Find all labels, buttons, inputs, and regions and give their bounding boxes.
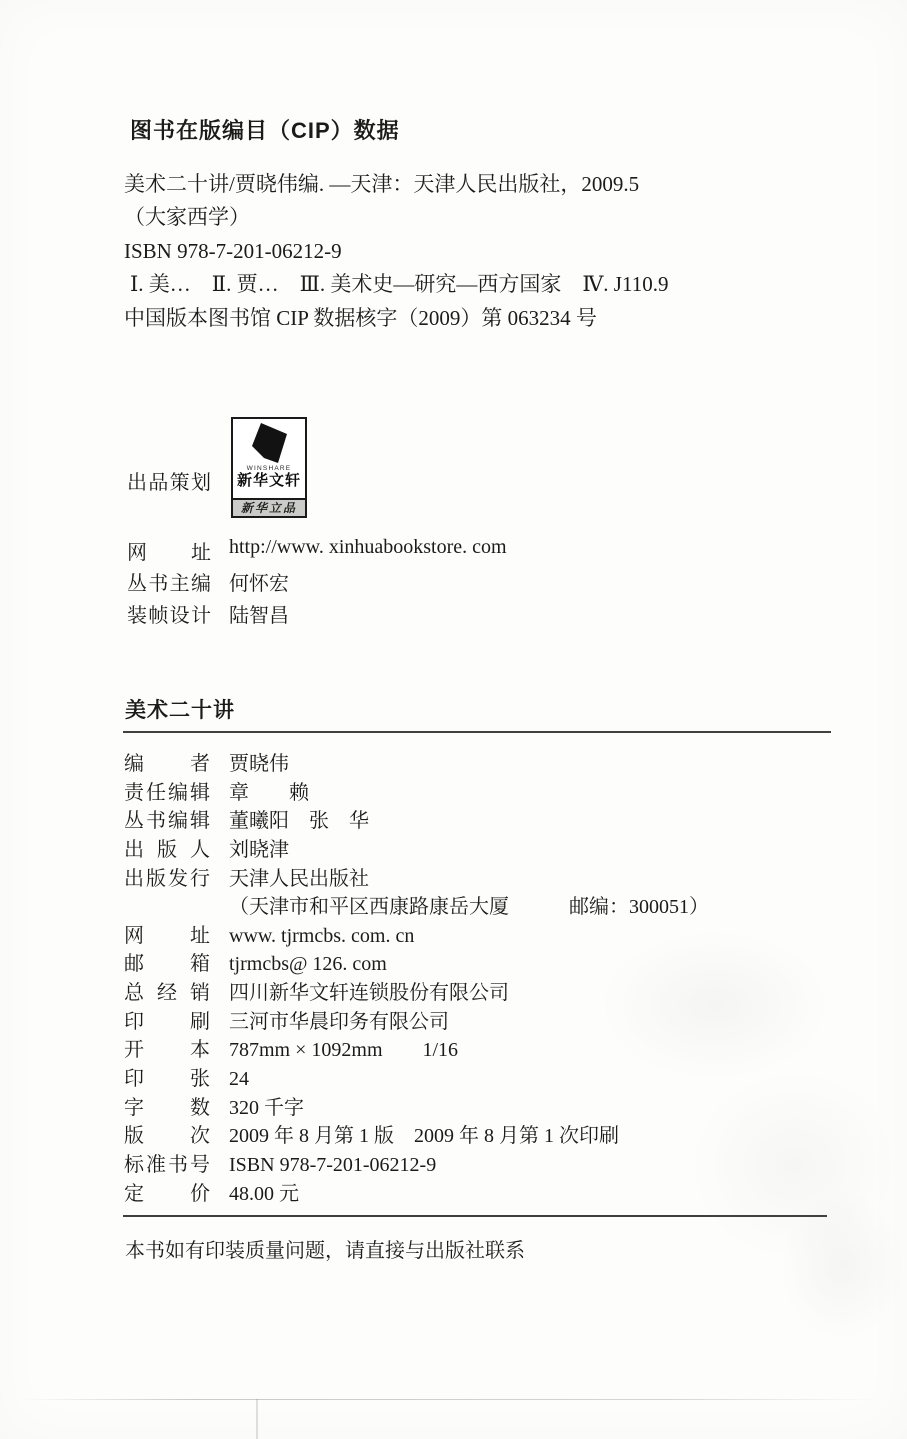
website-top-label: 网址 xyxy=(127,542,211,564)
winshare-logo-text: WINSHARE xyxy=(246,465,292,472)
format-label: 开本 xyxy=(124,1039,210,1062)
edition-label: 版次 xyxy=(124,1125,210,1148)
design-value: 陆智昌 xyxy=(229,605,289,627)
series-chief-editor-value: 何怀宏 xyxy=(229,573,289,595)
row-website xyxy=(124,922,709,951)
row-isbn xyxy=(124,1151,709,1180)
cip-heading: 图书在版编目（CIP）数据 xyxy=(130,118,400,143)
distributor-value: 四川新华文轩连锁股份有限公司 xyxy=(229,982,509,1005)
sheets-label: 印张 xyxy=(124,1068,210,1091)
website-top-value: http://www. xinhuabookstore. com xyxy=(229,536,507,558)
row-publisher xyxy=(124,865,709,894)
row-publisher-person xyxy=(124,836,709,865)
colophon-block xyxy=(124,750,709,1208)
winshare-logo-name: 新华文轩 xyxy=(236,472,301,489)
row-producer xyxy=(127,466,211,492)
series-editor-label: 丛书编辑 xyxy=(124,810,210,833)
winshare-book-icon xyxy=(244,421,294,465)
address-value: （天津市和平区西康路康岳大厦 邮编：300051） xyxy=(229,896,709,919)
scan-smudge xyxy=(690,1070,900,1260)
edition-value: 2009 年 8 月第 1 版 2009 年 8 月第 1 次印刷 xyxy=(229,1125,619,1148)
cip-line-record-number: 中国版本图书馆 CIP 数据核字（2009）第 063234 号 xyxy=(124,305,597,330)
divider-bottom xyxy=(123,1215,827,1217)
winshare-logo xyxy=(231,417,307,518)
isbn-value: ISBN 978-7-201-06212-9 xyxy=(229,1153,437,1176)
website-value: www. tjrmcbs. com. cn xyxy=(229,924,415,947)
duty-editor-value: 章 赖 xyxy=(229,781,309,804)
cip-line-series: （大家西学） xyxy=(124,205,250,230)
price-label: 定价 xyxy=(124,1182,210,1205)
wordcount-label: 字数 xyxy=(124,1096,210,1119)
row-series-editor xyxy=(124,807,709,836)
row-editor xyxy=(124,750,709,779)
row-address xyxy=(124,893,709,922)
row-printer xyxy=(124,1008,709,1037)
sheets-value: 24 xyxy=(229,1068,249,1091)
row-duty-editor xyxy=(124,779,709,808)
wordcount-value: 320 千字 xyxy=(229,1096,304,1119)
printer-value: 三河市华晨印务有限公司 xyxy=(229,1010,449,1033)
publisher-value: 天津人民出版社 xyxy=(229,867,369,890)
row-website-top xyxy=(127,536,507,564)
series-chief-editor-label: 丛书主编 xyxy=(127,573,211,595)
row-email xyxy=(124,950,709,979)
row-distributor xyxy=(124,979,709,1008)
cip-line-classification: Ⅰ. 美… Ⅱ. 贾… Ⅲ. 美术史—研究—西方国家 Ⅳ. J110.9 xyxy=(130,272,669,297)
email-label: 邮箱 xyxy=(124,953,210,976)
cip-block xyxy=(124,168,668,335)
cip-line-isbn: ISBN 978-7-201-06212-9 xyxy=(124,238,342,263)
scan-smudge xyxy=(780,1190,905,1340)
publisher-person-label: 出版人 xyxy=(124,838,210,861)
footer-note: 本书如有印装质量问题，请直接与出版社联系 xyxy=(125,1240,525,1262)
row-sheets xyxy=(124,1065,709,1094)
row-wordcount xyxy=(124,1094,709,1123)
publisher-person-value: 刘晓津 xyxy=(229,838,289,861)
divider-top xyxy=(123,731,831,733)
isbn-label: 标准书号 xyxy=(124,1153,210,1176)
editor-label: 编者 xyxy=(124,753,210,775)
row-series-chief-editor xyxy=(127,567,289,595)
winshare-logo-tagline: 新华立品 xyxy=(233,498,305,516)
format-value: 787mm × 1092mm 1/16 xyxy=(229,1039,459,1062)
row-design xyxy=(127,599,289,627)
row-format xyxy=(124,1036,709,1065)
duty-editor-label: 责任编辑 xyxy=(124,781,210,804)
scan-line-artifact xyxy=(20,1399,880,1400)
row-price xyxy=(124,1180,709,1209)
price-value: 48.00 元 xyxy=(229,1182,299,1205)
publisher-label: 出版发行 xyxy=(124,867,210,890)
row-edition xyxy=(124,1122,709,1151)
series-editor-value: 董曦阳 张 华 xyxy=(229,810,369,833)
cip-line-title: 美术二十讲/贾晓伟编. —天津：天津人民出版社，2009.5 xyxy=(124,172,640,196)
printer-label: 印刷 xyxy=(124,1010,210,1033)
website-label: 网址 xyxy=(124,924,210,947)
distributor-label: 总经销 xyxy=(124,982,210,1005)
design-label: 装帧设计 xyxy=(127,605,211,627)
producer-label: 出品策划 xyxy=(127,472,211,494)
email-value: tjrmcbs@ 126. com xyxy=(229,953,387,976)
editor-value: 贾晓伟 xyxy=(229,753,289,775)
book-title: 美术二十讲 xyxy=(125,699,235,722)
scan-tick-artifact xyxy=(256,1399,258,1439)
